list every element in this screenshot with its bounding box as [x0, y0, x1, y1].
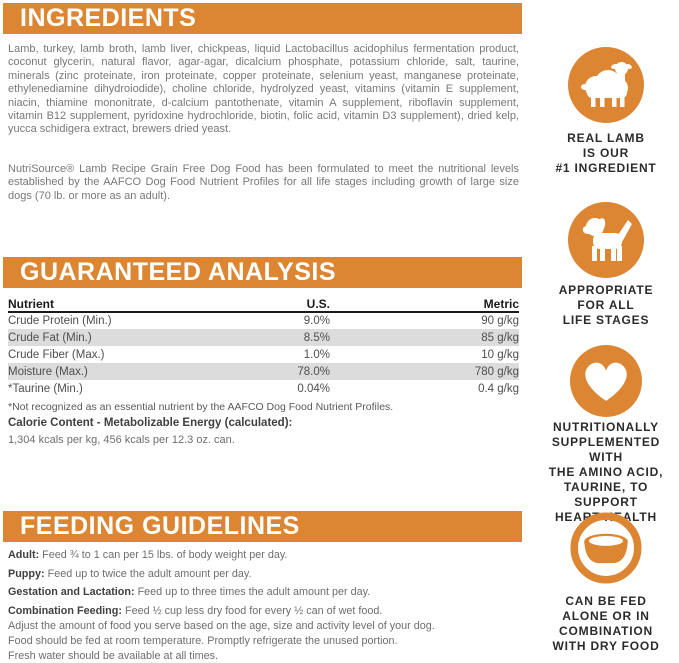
- caption-line: #1 INGREDIENT: [555, 161, 657, 175]
- nutrient-cell: Crude Protein (Min.): [8, 315, 112, 327]
- feeding-text: Feed ¾ to 1 can per 15 lbs. of body weight per day.: [39, 549, 288, 561]
- feature-caption: [533, 594, 679, 654]
- feeding-note: [8, 650, 528, 663]
- feature-life-stages: [533, 202, 679, 328]
- ingredients-section-header: [3, 3, 522, 34]
- column-header-us: U.S.: [208, 296, 330, 312]
- caption-line: APPROPRIATE: [558, 283, 654, 297]
- caption-line: SUPPLEMENTED WITH: [551, 435, 661, 464]
- caption-line: WITH DRY FOOD: [552, 639, 660, 653]
- feature-caption: [533, 420, 679, 525]
- feeding-text: Food should be fed at room temperature. Promptly refrigerate the unused portion.: [8, 634, 398, 647]
- caption-line: LIFE STAGES: [562, 313, 650, 327]
- feeding-guidelines-section-header: [3, 511, 522, 542]
- feature-combination-feeding: [533, 512, 679, 654]
- feeding-text: Adjust the amount of food you serve based on the age, size and activity level of your dog.: [8, 619, 435, 632]
- feeding-note: [8, 635, 528, 648]
- table-header-row: [8, 296, 519, 312]
- caption-line: FOR ALL: [577, 298, 635, 312]
- table-row: [8, 363, 519, 380]
- feature-taurine-heart: [533, 345, 679, 525]
- feeding-line-puppy: [8, 568, 528, 581]
- heart-icon: [533, 345, 679, 417]
- feeding-label: Puppy:: [8, 567, 45, 580]
- feature-caption: [533, 283, 679, 328]
- feeding-text: Feed ½ cup less dry food for every ½ can of wet food.: [121, 604, 383, 617]
- guaranteed-analysis-table: [8, 296, 519, 397]
- feeding-guidelines-title: FEEDING GUIDELINES: [20, 512, 300, 540]
- us-cell: 9.0%: [303, 315, 330, 327]
- ingredients-title: INGREDIENTS: [20, 4, 197, 32]
- metric-cell: 85 g/kg: [481, 331, 519, 344]
- column-header-metric: Metric: [330, 296, 519, 312]
- feeding-label: Gestation and Lactation:: [8, 586, 135, 598]
- nutrient-cell: Moisture (Max.): [8, 365, 88, 378]
- puppy-icon: [533, 202, 679, 278]
- metric-cell: 90 g/kg: [481, 315, 519, 327]
- column-header-nutrient: Nutrient: [8, 296, 208, 312]
- caption-line: CAN BE FED: [565, 594, 647, 608]
- feeding-note: [8, 620, 528, 633]
- feature-real-lamb: [533, 47, 679, 176]
- table-row: [8, 312, 519, 329]
- feature-caption: [533, 131, 679, 176]
- taurine-footnote: *Not recognized as an essential nutrient by the AAFCO Dog Food Nutrient Profiles.: [8, 401, 394, 413]
- ingredients-body: Lamb, turkey, lamb broth, lamb liver, chickpeas, liquid Lactobacillus acidophilus fermentation product, coconut glycerin, natural flavor, agar-agar, dicalcium phosphate, potassium chloride, salt, taurine, minerals (zinc proteinate, iron proteinate, copper proteinate, selenium yeast, manganese proteinate, ethylenediamine dihydroiodide), choline chloride, hydrolyzed yeast, vitamins (vitamin E supplement, niacin, thiamine mononitrate, d-calcium pantothenate, vitamin A supplement, riboflavin supplement, vitamin B12 supplement, pyridoxine hydrochloride, biotin, folic acid, vitamin D3 supplement), dried kelp, yucca schidigera extract, brewers dried yeast.: [8, 43, 519, 136]
- nutrient-cell: Crude Fiber (Max.): [8, 348, 105, 361]
- nutrient-cell: Crude Fat (Min.): [8, 331, 92, 344]
- lamb-icon: [533, 47, 679, 123]
- table-row: [8, 380, 519, 397]
- table-row: [8, 329, 519, 346]
- feeding-line-gestation: [8, 586, 528, 599]
- table-row: [8, 346, 519, 363]
- feeding-label: Adult:: [8, 549, 40, 561]
- calorie-content-heading: Calorie Content - Metabolizable Energy (calculated):: [8, 417, 293, 429]
- feeding-line-combination: [8, 605, 528, 618]
- feeding-line-adult: [8, 549, 528, 562]
- feeding-label: Combination Feeding:: [8, 604, 122, 617]
- nutrient-cell: *Taurine (Min.): [8, 382, 83, 395]
- us-cell: 8.5%: [303, 331, 330, 344]
- metric-cell: 0.4 g/kg: [478, 382, 519, 395]
- feeding-guidelines-text: [8, 549, 528, 663]
- feeding-text: Fresh water should be available at all times.: [8, 649, 219, 662]
- caption-line: TAURINE, TO SUPPORT: [563, 480, 649, 509]
- aafco-statement: NutriSource® Lamb Recipe Grain Free Dog Food has been formulated to meet the nutritional levels established by the AAFCO Dog Food Nutrient Profiles for all life stages including growth of large size dogs (70 lb. or more as an adult).: [8, 163, 519, 202]
- feeding-text: Feed up to twice the adult amount per day.: [44, 567, 252, 580]
- caption-line: HEART HEALTH: [554, 510, 658, 524]
- us-cell: 1.0%: [303, 348, 330, 361]
- caption-line: THE AMINO ACID,: [548, 465, 664, 479]
- us-cell: 78.0%: [297, 365, 330, 378]
- guaranteed-analysis-title: GUARANTEED ANALYSIS: [20, 258, 337, 286]
- caption-line: COMBINATION: [559, 624, 653, 638]
- metric-cell: 10 g/kg: [481, 348, 519, 361]
- caption-line: IS OUR: [582, 146, 630, 160]
- calorie-content-value: 1,304 kcals per kg, 456 kcals per 12.3 oz. can.: [8, 434, 235, 446]
- caption-line: REAL LAMB: [567, 131, 645, 145]
- caption-line: NUTRITIONALLY: [553, 420, 659, 434]
- us-cell: 0.04%: [297, 382, 330, 395]
- metric-cell: 780 g/kg: [474, 365, 519, 378]
- guaranteed-analysis-section-header: [3, 257, 522, 288]
- caption-line: ALONE OR IN: [562, 609, 650, 623]
- feeding-text: Feed up to three times the adult amount per day.: [134, 586, 371, 598]
- bowl-icon: [533, 512, 679, 584]
